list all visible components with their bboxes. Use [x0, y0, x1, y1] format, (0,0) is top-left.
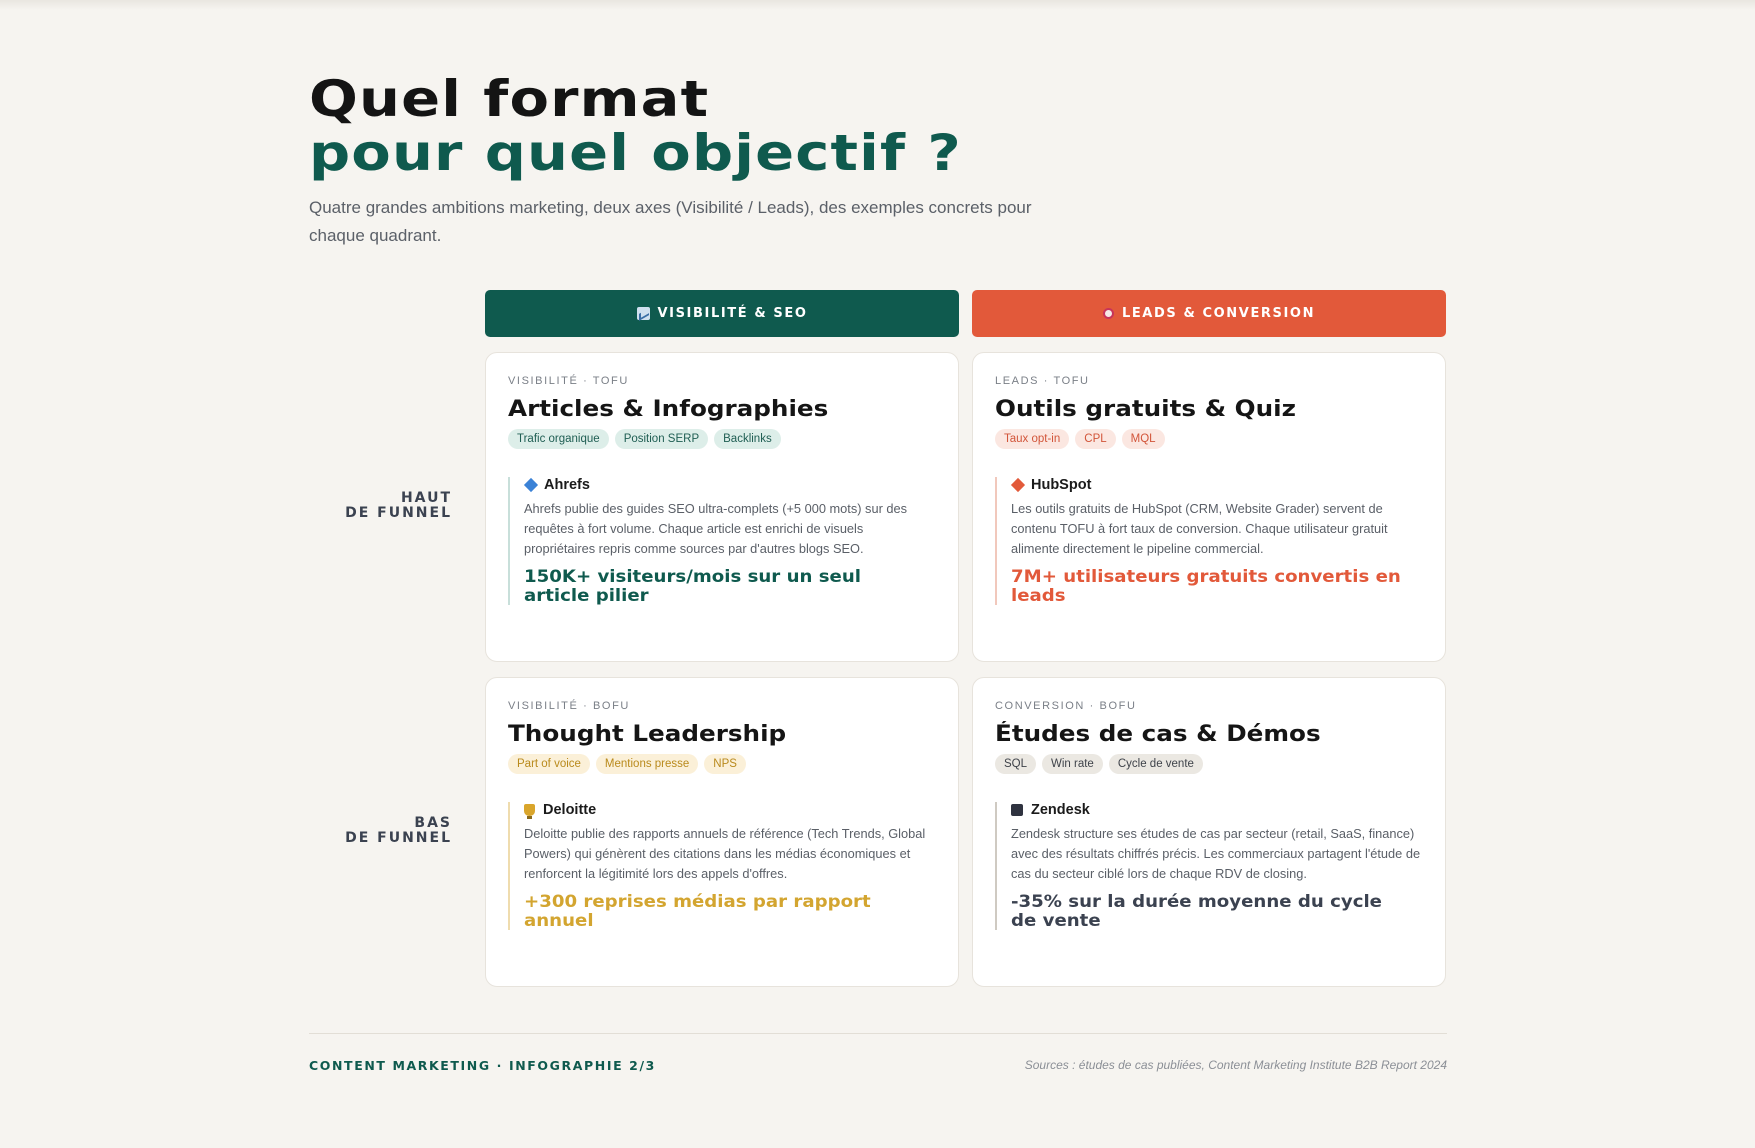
- kpi-tag: Cycle de vente: [1109, 754, 1203, 774]
- column-header-leads: [972, 290, 1446, 337]
- card-etudes-de-cas: [972, 677, 1446, 987]
- row-label-line: DE FUNNEL: [345, 830, 452, 846]
- example-brand: [524, 802, 936, 818]
- kpi-tag: Trafic organique: [508, 429, 609, 449]
- card-kicker: VISIBILITÉ · BOFU: [508, 700, 630, 712]
- row-label-top-funnel: [309, 491, 452, 521]
- footer-series-label: CONTENT MARKETING · INFOGRAPHIE 2/3: [309, 1058, 656, 1073]
- kpi-tag: SQL: [995, 754, 1036, 774]
- page-subtitle: Quatre grandes ambitions marketing, deux axes (Visibilité / Leads), des exemples concrets pour chaque quadrant.: [309, 198, 1032, 245]
- brand-name: Zendesk: [1031, 802, 1090, 818]
- column-header-label: LEADS & CONVERSION: [1121, 306, 1316, 321]
- kpi-tag: Mentions presse: [596, 754, 698, 774]
- kpi-tag: Win rate: [1042, 754, 1103, 774]
- kpi-tag: Position SERP: [615, 429, 708, 449]
- card-title: Études de cas & Démos: [995, 722, 1321, 747]
- example-block: [508, 802, 936, 930]
- example-brand: [524, 477, 936, 493]
- brand-name: HubSpot: [1031, 477, 1092, 493]
- trophy-icon: [524, 804, 535, 816]
- kpi-tag: Part of voice: [508, 754, 590, 774]
- card-tags: [508, 754, 936, 774]
- brand-name: Deloitte: [543, 802, 597, 818]
- footer-divider: [309, 1033, 1447, 1034]
- card-articles-infographies: [485, 352, 959, 662]
- infographic: [309, 0, 1447, 1148]
- card-outils-quiz: [972, 352, 1446, 662]
- example-description: Deloitte publie des rapports annuels de référence (Tech Trends, Global Powers) qui génèrent des citations dans les médias économiques et renforcent la légitimité lors des appels d'offres.: [524, 826, 926, 881]
- card-kicker: CONVERSION · BOFU: [995, 700, 1137, 712]
- row-label-line: DE FUNNEL: [345, 505, 452, 521]
- column-header-visibility: [485, 290, 959, 337]
- kpi-tag: MQL: [1122, 429, 1165, 449]
- card-tags: [995, 754, 1423, 774]
- orange-diamond-icon: [1011, 478, 1025, 492]
- row-label-line: HAUT: [400, 490, 452, 506]
- example-metric: -35% sur la durée moyenne du cycle de vente: [1011, 892, 1382, 930]
- kpi-tag: Backlinks: [714, 429, 781, 449]
- brand-name: Ahrefs: [544, 477, 590, 493]
- card-kicker: VISIBILITÉ · TOFU: [508, 375, 629, 387]
- footer-sources: Sources : études de cas publiées, Content Marketing Institute B2B Report 2024: [1024, 1058, 1447, 1072]
- title-line-2: pour quel objectif ?: [309, 124, 962, 182]
- page-title: [309, 70, 962, 182]
- row-label-line: BAS: [414, 815, 452, 831]
- example-description: Zendesk structure ses études de cas par secteur (retail, SaaS, finance) avec des résultats chiffrés précis. Les commerciaux partagent l'étude de cas du secteur ciblé lors de chaque RDV de closing.: [1011, 826, 1421, 881]
- example-metric: 150K+ visiteurs/mois sur un seul article pilier: [524, 567, 861, 605]
- kpi-tag: Taux opt-in: [995, 429, 1069, 449]
- card-title: Thought Leadership: [508, 722, 787, 747]
- column-header-label: VISIBILITÉ & SEO: [657, 306, 808, 321]
- blue-diamond-icon: [524, 478, 538, 492]
- card-title: Outils gratuits & Quiz: [995, 397, 1296, 422]
- row-label-bottom-funnel: [309, 816, 452, 846]
- kpi-tag: NPS: [704, 754, 746, 774]
- card-tags: [995, 429, 1423, 449]
- dark-square-icon: [1011, 804, 1023, 816]
- example-brand: [1011, 802, 1423, 818]
- card-kicker: LEADS · TOFU: [995, 375, 1090, 387]
- card-thought-leadership: [485, 677, 959, 987]
- example-block: [995, 802, 1423, 930]
- example-brand: [1011, 477, 1423, 493]
- example-description: Ahrefs publie des guides SEO ultra-complets (+5 000 mots) sur des requêtes à fort volume. Chaque article est enrichi de visuels propriétaires repris comme sources par d'autres blogs SEO.: [524, 501, 908, 556]
- card-title: Articles & Infographies: [508, 397, 829, 422]
- target-icon: [1103, 308, 1114, 319]
- card-tags: [508, 429, 936, 449]
- example-block: [508, 477, 936, 605]
- kpi-tag: CPL: [1075, 429, 1115, 449]
- example-block: [995, 477, 1423, 605]
- example-description: Les outils gratuits de HubSpot (CRM, Website Grader) servent de contenu TOFU à fort taux de conversion. Chaque utilisateur gratuit alimente directement le pipeline commercial.: [1011, 501, 1388, 556]
- title-line-1: Quel format: [309, 70, 710, 128]
- chart-icon: [637, 307, 650, 320]
- example-metric: 7M+ utilisateurs gratuits convertis en leads: [1011, 567, 1401, 605]
- example-metric: +300 reprises médias par rapport annuel: [524, 892, 871, 930]
